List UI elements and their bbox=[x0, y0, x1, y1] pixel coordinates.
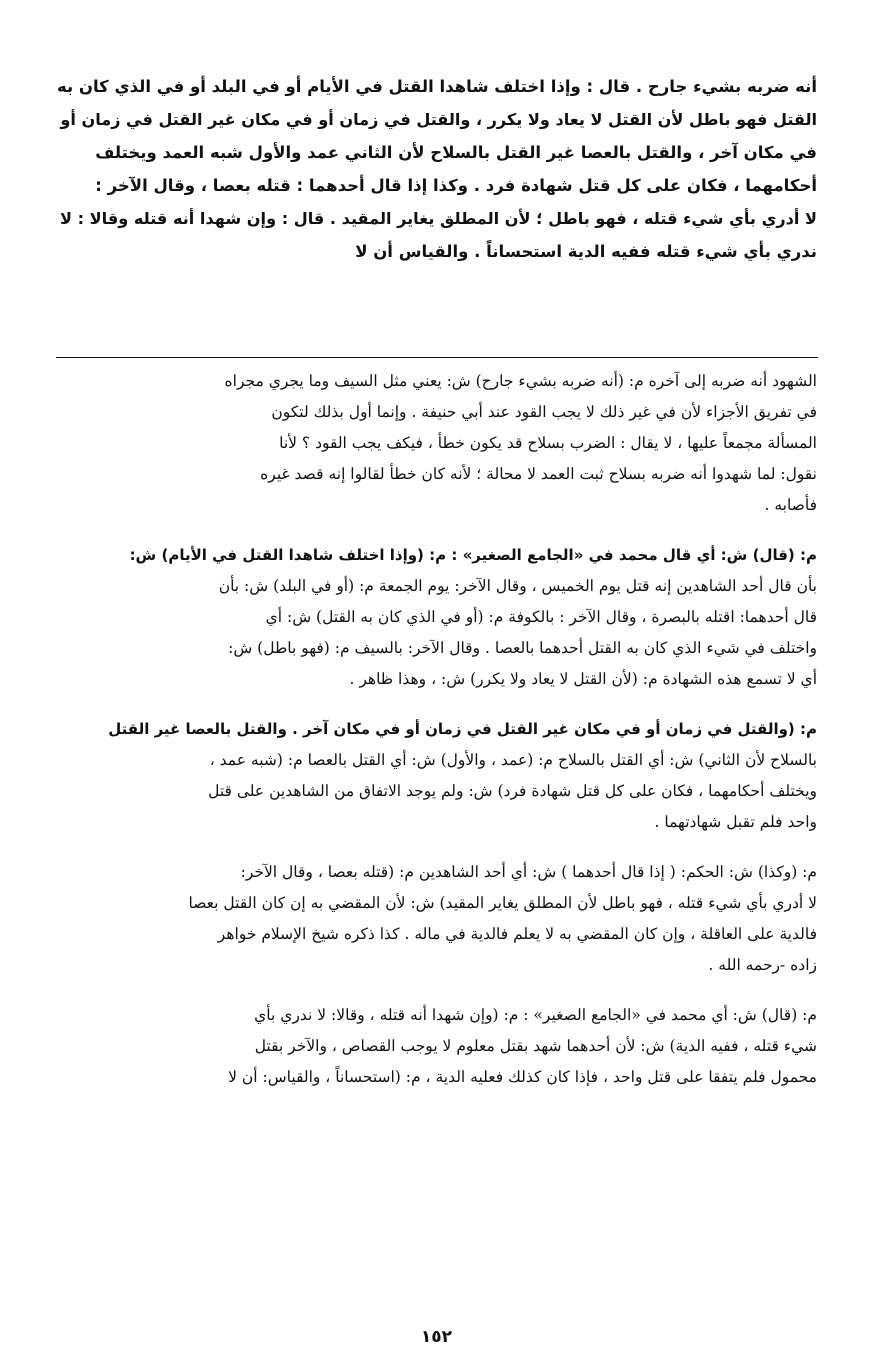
commentary-paragraph bbox=[56, 1000, 817, 1093]
separator-rule bbox=[56, 357, 818, 358]
commentary-line: زاده -رحمه الله . bbox=[708, 956, 817, 974]
commentary-line: المسألة مجمعاً عليها ، لا يقال : الضرب بسلاح قد يكون خطأ ، فيكف يجب القود ؟ لأنا bbox=[279, 434, 817, 452]
commentary-line: لا أدري بأي شيء قتله ، فهو باطل لأن المطلق يغاير المقيد) ش: لأن المقضي به إن كان القتل بعصا bbox=[188, 894, 817, 912]
commentary-line: الشهود أنه ضربه إلى آخره م: (أنه ضربه بشيء جارح) ش: يعني مثل السيف وما يجري مجراه bbox=[224, 372, 817, 390]
main-text-line: القتل فهو باطل لأن القتل لا يعاد ولا يكرر ، والقتل في زمان أو في مكان غير القتل في زمان أو bbox=[60, 110, 817, 129]
commentary-line: فالدية على العاقلة ، وإن كان المقضي به لا يعلم فالدية في ماله . كذا ذكره شيخ الإسلام خواهر bbox=[217, 925, 817, 943]
commentary-line: شيء قتله ، ففيه الدية) ش: لأن أحدهما شهد بقتل معلوم لا يوجب القصاص ، والآخر بقتل bbox=[254, 1037, 817, 1055]
commentary-line: نقول: لما شهدوا أنه ضربه بسلاح ثبت العمد لا محالة ؛ لأنه كان خطأ لقالوا إنه قصد غيره bbox=[260, 465, 817, 483]
commentary-block bbox=[56, 366, 817, 1112]
commentary-line: بأن قال أحد الشاهدين إنه قتل يوم الخميس ، وقال الآخر: يوم الجمعة م: (أو في البلد) ش: بأن bbox=[218, 577, 817, 595]
commentary-line: واحد فلم تقبل شهادتهما . bbox=[654, 813, 817, 831]
commentary-line: في تفريق الأجزاء لأن في غير ذلك لا يجب القود عند أبي حنيفة . وإنما أول بذلك لتكون bbox=[271, 403, 817, 421]
commentary-line: واختلف في شيء الذي كان به القتل أحدهما بالعصا . وقال الآخر: بالسيف م: (فهو باطل) ش: bbox=[228, 639, 817, 657]
commentary-line: م: (وكذا) ش: الحكم: ( إذا قال أحدهما ) ش: أي أحد الشاهدين م: (قتله بعصا ، وقال الآخر: bbox=[240, 863, 817, 881]
commentary-paragraph bbox=[56, 366, 817, 521]
main-text-line: ندري بأي شيء قتله ففيه الدية استحساناً . والقياس أن لا bbox=[355, 242, 817, 261]
commentary-line: م: (قال) ش: أي محمد في «الجامع الصغير» : م: (وإن شهدا أنه قتله ، وقالا: لا ندري بأي bbox=[254, 1006, 817, 1024]
commentary-paragraph bbox=[56, 857, 817, 981]
commentary-line: م: (والقتل في زمان أو في مكان غير القتل في زمان أو في مكان آخر . والقتل بالعصا غير القتل bbox=[108, 720, 817, 738]
main-text-line: في مكان آخر ، والقتل بالعصا غير القتل بالسلاح لأن الثاني عمد والأول شبه العمد ويختلف bbox=[95, 143, 817, 162]
page-number: ١٥٢ bbox=[420, 1327, 453, 1347]
main-text-line: أنه ضربه بشيء جارح . قال : وإذا اختلف شاهدا القتل في الأيام أو في البلد أو في الذي كان به bbox=[56, 77, 817, 96]
commentary-line: محمول فلم يتفقا على قتل واحد ، فإذا كان كذلك فعليه الدية ، م: (استحساناً ، والقياس: أن لا bbox=[228, 1068, 817, 1086]
commentary-line: قال أحدهما: اقتله بالبصرة ، وقال الآخر : بالكوفة م: (أو في الذي كان به القتل) ش: أي bbox=[265, 608, 817, 626]
commentary-paragraph bbox=[56, 714, 817, 838]
main-text-line: أحكامهما ، فكان على كل قتل شهادة فرد . وكذا إذا قال أحدهما : قتله بعصا ، وقال الآخر : bbox=[95, 176, 817, 195]
main-text-line: لا أدري بأي شيء قتله ، فهو باطل ؛ لأن المطلق يغاير المقيد . قال : وإن شهدا أنه قتله وقالا : لا bbox=[60, 209, 817, 228]
commentary-line: م: (قال) ش: أي قال محمد في «الجامع الصغير» : م: (وإذا اختلف شاهدا القتل في الأيام) ش: bbox=[129, 546, 817, 564]
commentary-line: فأصابه . bbox=[764, 496, 817, 514]
commentary-line: أي لا تسمع هذه الشهادة م: (لأن القتل لا يعاد ولا يكرر) ش: ، وهذا ظاهر . bbox=[349, 670, 817, 688]
main-text-block bbox=[56, 70, 817, 268]
commentary-line: ويختلف أحكامهما ، فكان على كل قتل شهادة فرد) ش: ولم يوجد الاتفاق من الشاهدين على قتل bbox=[208, 782, 817, 800]
commentary-paragraph bbox=[56, 540, 817, 695]
commentary-line: بالسلاح لأن الثاني) ش: أي القتل بالسلاح م: (عمد ، والأول) ش: أي القتل بالعصا م: (شبه عمد ، bbox=[209, 751, 817, 769]
